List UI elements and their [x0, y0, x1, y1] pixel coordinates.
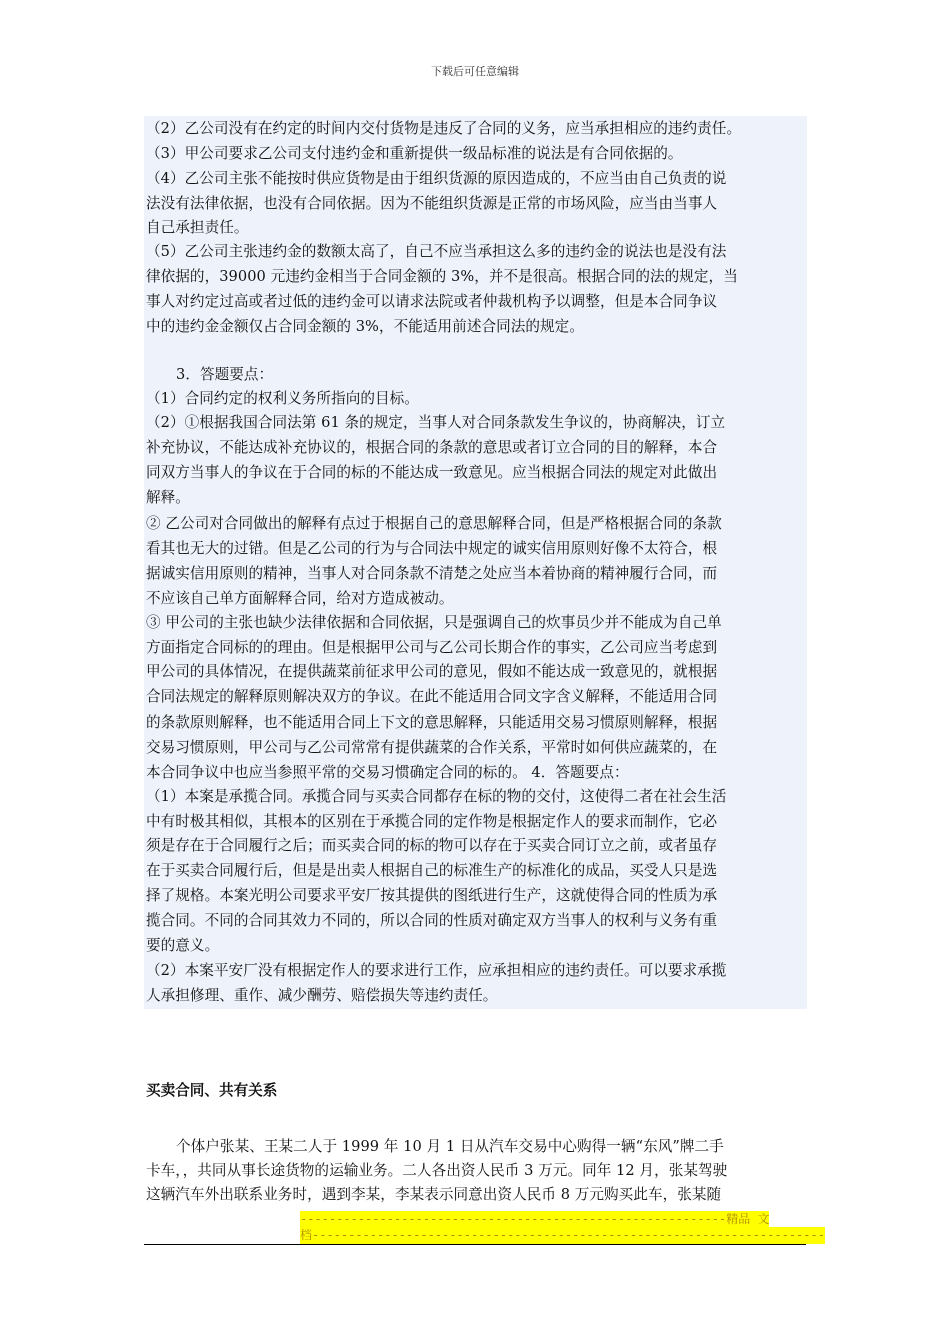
text-line: 事人对约定过高或者过低的违约金可以请求法院或者仲裁机构予以调整，但是本合同争议: [146, 293, 718, 310]
text-line: 律依据的，39000 元违约金相当于合同金额的 3%，并不是很高。根据合同的法的规定，当: [146, 268, 738, 285]
section-title: 买卖合同、共有关系: [146, 1082, 278, 1099]
text-line: 合同法规定的解释原则解决双方的争议。在此不能适用合同文字含义解释，不能适用合同: [146, 688, 718, 705]
text-line: 补充协议，不能达成补充协议的，根据合同的条款的意思或者订立合同的目的解释，本合: [146, 439, 718, 456]
text-line: ③ 甲公司的主张也缺少法律依据和合同依据，只是强调自己的炊事员少并不能成为自己单: [146, 614, 722, 631]
text-line: （5）乙公司主张违约金的数额太高了，自己不应当承担这么多的违约金的说法也是没有法: [146, 243, 727, 260]
text-line: （3）甲公司要求乙公司支付违约金和重新提供一级品标准的说法是有合同依据的。: [146, 145, 683, 162]
footer-divider: [144, 1244, 806, 1245]
text-line: 交易习惯原则，甲公司与乙公司常常有提供蔬菜的合作关系，平常时如何供应蔬菜的，在: [146, 739, 718, 756]
text-line: 中的违约金金额仅占合同金额的 3%，不能适用前述合同法的规定。: [146, 318, 584, 335]
text-line: 自己承担责任。: [146, 219, 249, 236]
text-line: 甲公司的具体情况，在提供蔬菜前征求甲公司的意见，假如不能达成一致意见的，就根据: [146, 663, 718, 680]
text-line: （1）合同约定的权利义务所指向的目标。: [146, 390, 419, 407]
text-line: （4）乙公司主张不能按时供应货物是由于组织货源的原因造成的，不应当由自己负责的说: [146, 170, 727, 187]
header-note: 下载后可任意编辑: [431, 65, 519, 78]
text-line: 法没有法律依据，也没有合同依据。因为不能组织货源是正常的市场风险，应当由当事人: [146, 195, 718, 212]
text-line: ② 乙公司对合同做出的解释有点过于根据自己的意思解释合同，但是严格根据合同的条款: [146, 515, 722, 532]
text-line: 这辆汽车外出联系业务时，遇到李某，李某表示同意出资人民币 8 万元购买此车，张某随: [146, 1186, 722, 1203]
footer-watermark-line: 档-----------------------------------------------------------------------: [300, 1228, 825, 1242]
text-line: 的条款原则解释，也不能适用合同上下文的意思解释，只能适用交易习惯原则解释，根据: [146, 714, 718, 731]
text-line: 方面指定合同标的的理由。但是根据甲公司与乙公司长期合作的事实，乙公司应当考虑到: [146, 639, 718, 656]
text-line: （2）本案平安厂没有根据定作人的要求进行工作，应承担相应的违约责任。可以要求承揽: [146, 962, 727, 979]
text-line: 解释。: [146, 489, 190, 506]
text-line: 据诚实信用原则的精神，当事人对合同条款不清楚之处应当本着协商的精神履行合同，而: [146, 565, 718, 582]
text-line: 同双方当事人的争议在于合同的标的不能达成一致意见。应当根据合同法的规定对此做出: [146, 464, 718, 481]
text-line: （2）①根据我国合同法第 61 条的规定，当事人对合同条款发生争议的，协商解决，订立: [146, 414, 726, 431]
text-line: 中有时极其相似，其根本的区别在于承揽合同的定作物是根据定作人的要求而制作，它必: [146, 813, 718, 830]
footer-watermark-line: -----------------------------------------------------------精品 文: [300, 1212, 770, 1226]
text-line: 个体户张某、王某二人于 1999 年 10 月 1 日从汽车交易中心购得一辆“东风”牌二手: [176, 1138, 724, 1155]
text-line: 人承担修理、重作、减少酬劳、赔偿损失等违约责任。: [146, 987, 498, 1004]
text-line: 择了规格。本案光明公司要求平安厂按其提供的图纸进行生产，这就使得合同的性质为承: [146, 887, 718, 904]
text-line: 须是存在于合同履行之后；而买卖合同的标的物可以存在于买卖合同订立之前，或者虽存: [146, 837, 718, 854]
text-line: 揽合同。不同的合同其效力不同的，所以合同的性质对确定双方当事人的权利与义务有重: [146, 912, 718, 929]
text-line: （1）本案是承揽合同。承揽合同与买卖合同都存在标的物的交付，这使得二者在社会生活: [146, 788, 727, 805]
subsection-heading: 3．答题要点：: [176, 366, 274, 383]
text-line: 卡车，，共同从事长途货物的运输业务。二人各出资人民币 3 万元。同年 12 月，张某驾驶: [146, 1162, 728, 1179]
text-line: 看其也无大的过错。但是乙公司的行为与合同法中规定的诚实信用原则好像不太符合，根: [146, 540, 718, 557]
text-line: 不应该自己单方面解释合同，给对方造成被动。: [146, 590, 454, 607]
text-line: 本合同争议中也应当参照平常的交易习惯确定合同的标的。 4．答题要点：: [146, 764, 629, 781]
text-line: （2）乙公司没有在约定的时间内交付货物是违反了合同的义务，应当承担相应的违约责任。: [146, 120, 742, 137]
text-line: 要的意义。: [146, 937, 220, 954]
text-line: 在于买卖合同履行后，但是是出卖人根据自己的标准生产的标准化的成品，买受人只是选: [146, 862, 718, 879]
